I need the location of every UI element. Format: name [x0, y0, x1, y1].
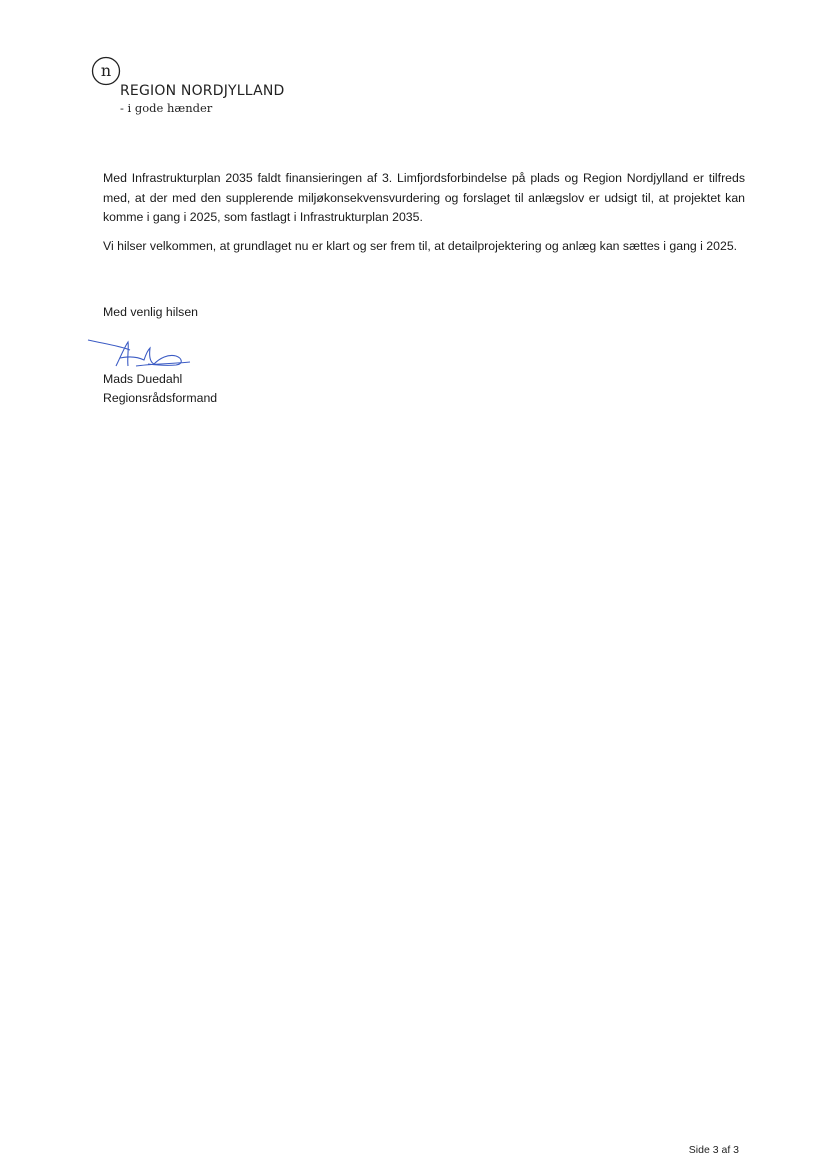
organization-logo — [88, 54, 328, 124]
letter-body — [103, 169, 745, 265]
paragraph-2: Vi hilser velkommen, at grundlaget nu er klart og ser frem til, at detailprojektering og anlæg kan sættes i gang i 2025. — [103, 238, 738, 253]
page-number: Side 3 af 3 — [688, 1144, 739, 1156]
organization-name: REGION NORDJYLLAND — [120, 83, 285, 99]
signer-title: Regionsrådsformand — [103, 391, 218, 405]
handwritten-signature — [86, 336, 196, 372]
letter-closing: Med venlig hilsen — [103, 305, 199, 319]
paragraph-1: Med Infrastrukturplan 2035 faldt finansieringen af 3. Limfjordsforbindelse på plads og Region Nordjylland er tilfreds med, at der med den supplerende miljøkonsekvensvurdering og forslaget til anlægslov er udsigt til, at projektet kan komme i gang i 2025, som fastlagt i Infrastrukturplan 2035. — [103, 171, 745, 224]
region-logo-icon — [91, 56, 121, 86]
logo-mark-letter: n — [100, 61, 112, 80]
organization-tagline: - i gode hænder — [120, 101, 213, 115]
signer-name: Mads Duedahl — [103, 372, 183, 386]
